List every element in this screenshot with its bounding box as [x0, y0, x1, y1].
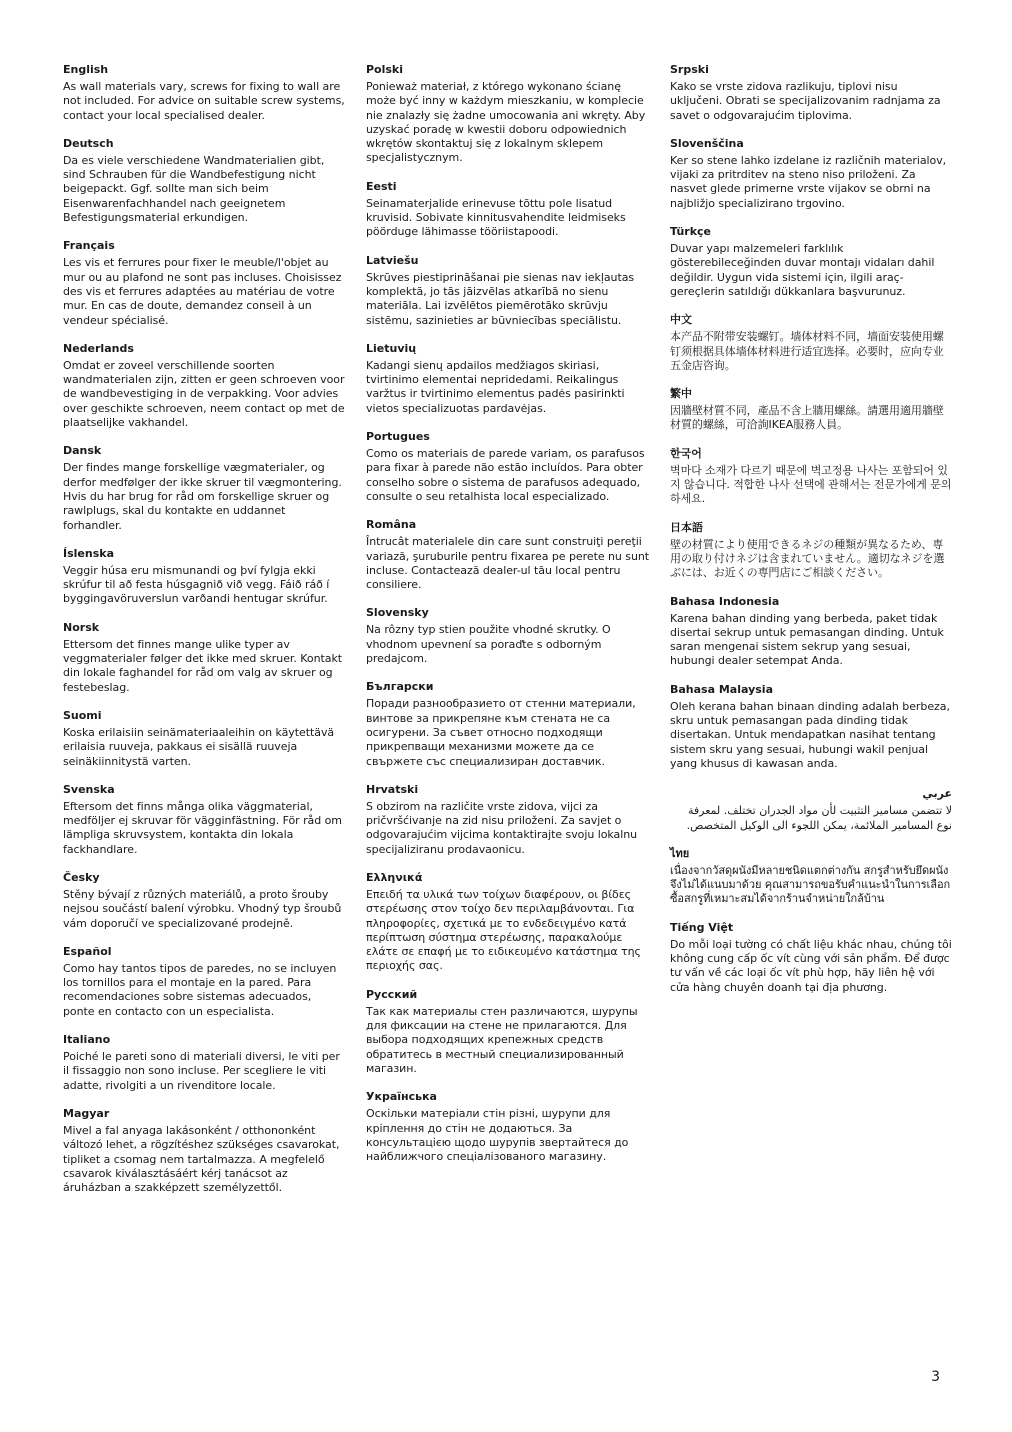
- section-text: Kadangi sienų apdailos medžiagos skiriasi, tvirtinimo elementai nepridedami. Reikalingus varžtus ir tvirtinimo elementus padės pasirinkti vietos specializuotas pardavėjas.: [366, 358, 625, 415]
- section-text: Ettersom det finnes mange ulike typer av veggmaterialer følger det ikke med skruer. Kontakt din lokale faghandel for råd om valg av skruer og festebeslag.: [63, 637, 343, 694]
- section-romana: [366, 518, 650, 592]
- section-heading: Українська: [366, 1090, 437, 1104]
- section-heading: Bahasa Malaysia: [670, 682, 773, 696]
- section-text: Como hay tantos tipos de paredes, no se incluyen los tornillos para el montaje en la pared. Para recomendaciones sobre sistemas adecuados, ponte en contacto con un especialista.: [63, 961, 337, 1018]
- section-russian: [366, 988, 650, 1076]
- section-heading: Eesti: [366, 179, 397, 193]
- section-text: Les vis et ferrures pour fixer le meuble/l'objet au mur ou au plafond ne sont pas incluses. Choisissez des vis et ferrures adaptées au matériau de votre mur. En cas de doute, demandez conseil à un vendeur spécialisé.: [63, 256, 342, 327]
- section-text: Omdat er zoveel verschillende soorten wandmaterialen zijn, zitten er geen schroeven voor de wandbevestiging in de verpakking. Voor advies over geschikte schroeven, neem contact op met de plaatselijke vakhandel.: [63, 358, 345, 430]
- section-text: Duvar yapı malzemeleri farklılık gösterebileceğinden duvar montajı vidaları dahil değildir. Uygun vida sistemi için, ilgili araç-gereçlerin satıldığı dükkanlara başvurunuz.: [670, 242, 935, 298]
- section-text: Seinamaterjalide erinevuse tõttu pole lisatud kruvisid. Sobivate kinnitusvahendite leidmiseks pöörduge lähimasse tööriistapoodi.: [366, 196, 626, 239]
- section-heading: Portugues: [366, 430, 430, 444]
- section-portugues: [366, 430, 650, 504]
- section-heading: Česky: [63, 870, 100, 884]
- section-chinese-traditional: [670, 387, 952, 433]
- section-heading: Suomi: [63, 708, 102, 722]
- section-text: 벽마다 소재가 다르기 때문에 벽고정용 나사는 포함되어 있지 않습니다. 적합한 나사 선택에 관해서는 전문가에게 문의하세요.: [670, 463, 952, 506]
- section-text: Koska erilaisiin seinämateriaaleihin on käytettävä erilaisia ruuveja, pakkaus ei sisällä ruuveja seinäkiinnitystä varten.: [63, 725, 335, 768]
- section-bahasa-malaysia: [670, 683, 952, 771]
- section-vietnamese: [670, 921, 952, 995]
- section-suomi: [63, 709, 345, 769]
- section-ukrainian: [366, 1090, 650, 1164]
- section-svenska: [63, 783, 345, 857]
- section-nederlands: [63, 342, 345, 430]
- section-text: S obzirom na različite vrste zidova, vijci za pričvršćivanje na zid nisu priloženi. Za savjet o odgovarajućim vijcima kontaktirajte svoju lokalnu specijaliziranu prodavaonicu.: [366, 799, 638, 856]
- section-text: Skrūves piestiprināšanai pie sienas nav iekļautas komplektā, jo tās jāizvēlas atkarībā no sienu materiāla. Lai izvēlētos piemērotāko skrūvju sistēmu, sazinieties ar būvniecības speciālistu.: [366, 270, 635, 327]
- section-greek: [366, 871, 650, 974]
- section-magyar: [63, 1107, 345, 1195]
- section-text: Mivel a fal anyaga lakásonként / otthononként változó lehet, a rögzítéshez szükséges csavarokat, tipliket a csomag nem tartalmazza. A megfelelő csavarok kiválasztásáért kérj tanácsot az áruházban a szakképzett személyzettől.: [63, 1123, 340, 1195]
- section-text: Eftersom det finns många olika väggmaterial, medföljer ej skruvar för vägginfästning. För råd om lämpliga skruvsystem, kontakta din lokala fackhandlare.: [63, 799, 342, 856]
- section-japanese: [670, 521, 952, 581]
- section-text: 因牆壁材質不同，產品不含上牆用螺絲。請選用適用牆壁材質的螺絲，可洽詢IKEA服務人員。: [670, 404, 944, 432]
- section-hrvatski: [366, 783, 650, 857]
- section-cesky: [63, 871, 345, 931]
- section-heading: 한국어: [670, 446, 702, 460]
- section-text: Ker so stene lahko izdelane iz različnih materialov, vijaki za pritrditev na steno niso priloženi. Za nasvet glede primerne vrste vijakov se obrni na najbližjo specializirano trgovino.: [670, 153, 947, 210]
- section-heading: Latviešu: [366, 253, 419, 267]
- section-text: Kako se vrste zidova razlikuju, tiplovi nisu uključeni. Obrati se specijalizovanim radnjama za savet o odgovarajućim tiplovima.: [670, 80, 941, 122]
- section-text: Karena bahan dinding yang berbeda, paket tidak disertai sekrup untuk pemasangan dinding. Untuk saran mengenai sistem sekrup yang sesuai, hubungi dealer setempat Anda.: [670, 611, 944, 668]
- section-text: As wall materials vary, screws for fixing to wall are not included. For advice on suitable screw systems, contact your local specialised dealer.: [63, 80, 345, 122]
- column-middle: [366, 63, 650, 1178]
- section-text: Do mỗi loại tường có chất liệu khác nhau, chúng tôi không cung cấp ốc vít cùng với sản phẩm. Để được tư vấn về các loại ốc vít phù hợp, hãy liên hệ với cửa hàng chuyên doanh tại địa phương.: [670, 937, 952, 994]
- section-slovenscina: [670, 137, 952, 211]
- section-text: Stěny bývají z různých materiálů, a proto šrouby nejsou součástí balení výrobku. Vhodný typ šroubů vám doporučí ve specializované prodejně.: [63, 887, 342, 930]
- section-heading: 日本語: [670, 520, 703, 534]
- section-text: Na rôzny typ stien použite vhodné skrutky. O vhodnom upevnení sa poraďte s odborným predajcom.: [366, 623, 611, 666]
- section-turkce: [670, 225, 952, 299]
- section-heading: Srpski: [670, 63, 709, 76]
- section-lietuviu: [366, 342, 650, 416]
- section-text: 壁の材質により使用できるネジの種類が異なるため、専用の取り付けネジは含まれていません。適切なネジを選ぶには、お近くの専門店にご相談ください。: [670, 537, 945, 580]
- section-heading: Ελληνικά: [366, 870, 423, 884]
- section-text: Ponieważ materiał, z którego wykonano ścianę może być inny w każdym mieszkaniu, w komplecie nie znalazły się żadne umocowania ani wkręty. Aby uzyskać poradę w kwestii doboru odpowiednich wkrętów skontaktuj się z lokalnym sklepem specjalistycznym.: [366, 80, 646, 165]
- section-heading: Русский: [366, 987, 418, 1001]
- section-text: Veggir húsa eru mismunandi og því fylgja ekki skrúfur til að festa húsgagnið við vegg. Fáið ráð í byggingavöruverslun varðandi hentugar skrúfur.: [63, 563, 330, 606]
- page-number: 3: [931, 1369, 940, 1385]
- section-text: Поради разнообразието от стенни материали, винтовe за прикрепяне към стената не са осигурени. За съвет относно подходящи прикрепващи механизми можете да се свържете със специализиран доставчик.: [366, 697, 636, 768]
- section-francais: [63, 239, 345, 327]
- section-heading: Español: [63, 944, 112, 958]
- section-text: Επειδή τα υλικά των τοίχων διαφέρουν, οι βίδες στερέωσης στον τοίχο δεν περιλαμβάνονται. Για πληροφορίες, σχετικά με το ενδεδειγμένο κατά περίπτωση σύστημα στερέωσης, παρακαλούμε ελάτε σε επαφή με το ειδικευμένο κατάστημα της περιοχής σας.: [366, 887, 641, 973]
- section-heading: Türkçe: [670, 225, 712, 239]
- section-text: 本产品不附带安装螺钉。墙体材料不同，墙面安装使用螺钉须根据具体墙体材料进行适宜选择。必要时，应向专业五金店咨询。: [670, 330, 944, 372]
- section-heading: 中文: [670, 313, 692, 327]
- section-eesti: [366, 180, 650, 240]
- section-text: Так как материалы стен различаются, шурупы для фиксации на стене не прилагаются. Для выбора подходящих крепежных средств обратитесь в местный специализированный магазин.: [366, 1004, 638, 1075]
- section-heading: Български: [366, 680, 434, 694]
- section-heading: عربي: [922, 787, 952, 801]
- section-slovensky: [366, 606, 650, 666]
- section-italiano: [63, 1033, 345, 1093]
- section-heading: Deutsch: [63, 136, 114, 150]
- section-text: Der findes mange forskellige vægmaterialer, og derfor medfølger der ikke skruer til vægmontering. Hvis du har brug for råd om forskellige skruer og rawlplugs, skal du kontakte en uddannet forhandler.: [63, 461, 342, 532]
- section-espanol: [63, 945, 345, 1019]
- section-english: [63, 63, 345, 123]
- section-bulgarian: [366, 680, 650, 768]
- section-deutsch: [63, 137, 345, 225]
- section-text: เนื่องจากวัสดุผนังมีหลายชนิดแตกต่างกัน สกรูสำหรับยึดผนังจึงไม่ได้แนบมาด้วย คุณสามารถขอรับคำแนะนำในการเลือกซื้อสกรูที่เหมาะสมได้จากร้านจำหน่ายใกล้บ้าน: [670, 863, 951, 906]
- section-text: Оскільки матеріали стін різні, шурупи для кріплення до стін не додаються. За консультацією щодо шурупів звертайтеся до найближчого спеціалізованого магазину.: [366, 1107, 629, 1164]
- section-srpski: [670, 63, 952, 123]
- section-heading: Slovensky: [366, 606, 429, 620]
- section-heading: Magyar: [63, 1106, 110, 1120]
- section-heading: Slovenščina: [670, 136, 744, 150]
- section-text: Poiché le pareti sono di materiali diversi, le viti per il fissaggio non sono incluse. Per scegliere le viti adatte, rivolgiti a un rivenditore locale.: [63, 1050, 340, 1092]
- section-chinese-simplified: [670, 313, 952, 373]
- column-right: [670, 63, 952, 1009]
- section-latviesu: [366, 254, 650, 328]
- section-heading: ไทย: [670, 846, 690, 860]
- section-heading: Norsk: [63, 620, 100, 634]
- section-islenska: [63, 547, 345, 607]
- section-heading: Lietuvių: [366, 341, 417, 355]
- section-text: Da es viele verschiedene Wandmaterialien gibt, sind Schrauben für die Wandbefestigung nicht beigepackt. Ggf. sollte man sich beim Eisenwarenfachhandel nach geeignetem Befestigungsmaterial erkundigen.: [63, 153, 325, 225]
- section-heading: Íslenska: [63, 546, 114, 560]
- section-text: لا تتضمن مسامير التثبيت لأن مواد الجدران تختلف. لمعرفة نوع المسامير الملائمة، يمكن اللجوء الى الوكيل المتخصص.: [686, 804, 952, 832]
- column-left: [63, 63, 345, 1209]
- section-heading: Français: [63, 239, 115, 253]
- section-heading: Hrvatski: [366, 782, 419, 796]
- section-heading: Italiano: [63, 1033, 111, 1047]
- section-text: Como os materiais de parede variam, os parafusos para fixar à parede não estão incluídos. Para obter conselho sobre o sistema de parafusos adequado, consulte o seu retalhista local especializado.: [366, 447, 645, 503]
- section-heading: Româna: [366, 518, 417, 532]
- section-heading: Polski: [366, 63, 404, 76]
- section-arabic: [670, 787, 952, 833]
- section-korean: [670, 447, 952, 507]
- section-heading: Bahasa Indonesia: [670, 594, 780, 608]
- section-heading: Dansk: [63, 444, 102, 458]
- section-norsk: [63, 621, 345, 695]
- section-heading: Tiếng Việt: [670, 920, 734, 934]
- section-text: Oleh kerana bahan binaan dinding adalah berbeza, skru untuk pemasangan pada dinding tidak disertakan. Untuk mendapatkan nasihat tentang sistem skru yang sesuai, hubungi wakil penjual yang khusus di kawasan anda.: [670, 699, 950, 770]
- section-heading: Nederlands: [63, 341, 134, 355]
- section-thai: [670, 847, 952, 907]
- section-heading: English: [63, 63, 109, 76]
- section-heading: 繁中: [670, 387, 692, 401]
- section-bahasa-indonesia: [670, 595, 952, 669]
- section-heading: Svenska: [63, 782, 115, 796]
- section-polski: [366, 63, 650, 166]
- section-dansk: [63, 444, 345, 532]
- section-text: Întrucât materialele din care sunt construiţi pereţii variază, şuruburile pentru fixarea pe perete nu sunt incluse. Contactează dealer-ul tău local pentru consiliere.: [366, 535, 650, 592]
